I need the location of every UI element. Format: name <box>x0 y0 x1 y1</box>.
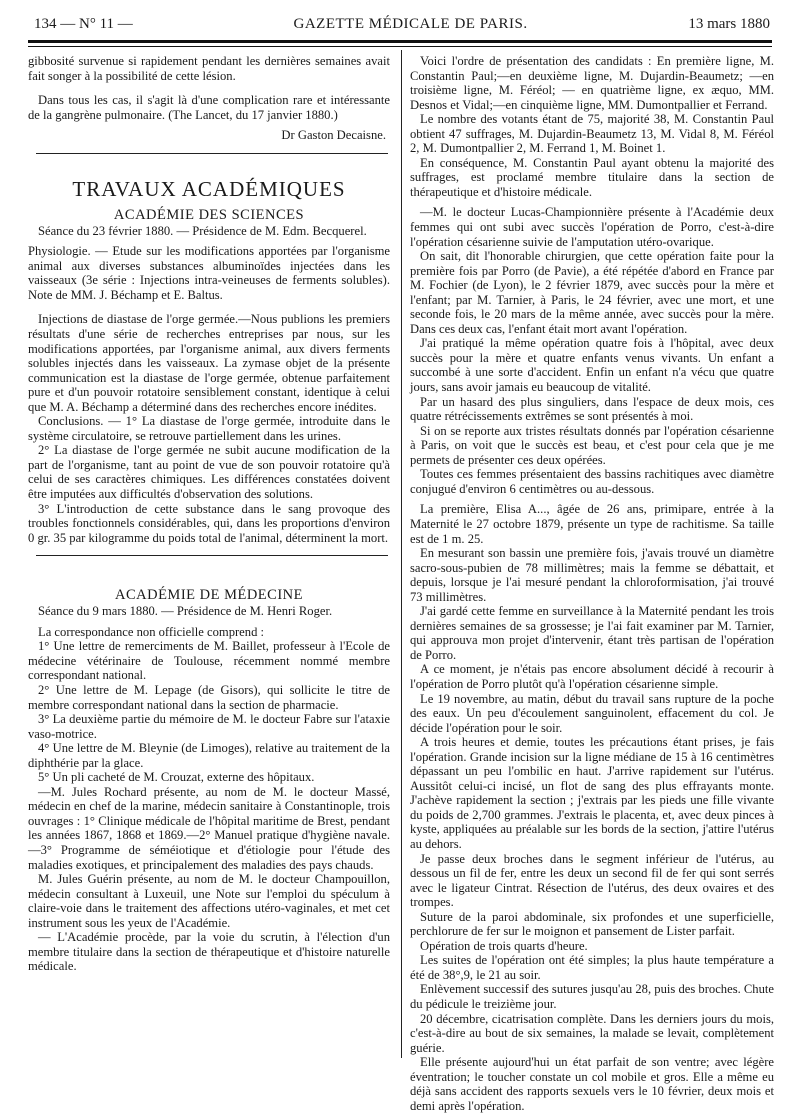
paragraph: J'ai pratiqué la même opération quatre fois à l'hôpital, avec deux succès pour la mère et quatre enfants venus vivants. Un enfant a succombé à une sorte d'accident. Enfin un enfant n'a vécu que quatre jours, sans avoir jamais eu beaucoup de vitalité. <box>410 336 774 395</box>
paragraph: 3° La deuxième partie du mémoire de M. le docteur Fabre sur l'ataxie vaso-motrice. <box>28 712 390 741</box>
paragraph: Voici l'ordre de présentation des candidats : En première ligne, M. Constantin Paul;—en deuxième ligne, M. Dujardin-Beaumetz; —en troisième ligne, M. Féréol; — en quatrième ligne, ex æquo, MM. Desnos et Vidal;—en cinquième ligne, MM. Dumontpallier et Ferrand. <box>410 54 774 112</box>
paragraph: 2° La diastase de l'orge germée ne subit aucune modification de la part de l'organisme, tant au point de vue de son pouvoir rotatoire qu'à celui de ses caractères chimiques. Les différences constatées doivent être imputées aux difficultés d'observation des solutions. <box>28 443 390 502</box>
paragraph: En conséquence, M. Constantin Paul ayant obtenu la majorité des suffrages, est proclamé membre titulaire dans la section de thérapeutique et d'histoire médicale. <box>410 155 774 199</box>
paragraph: Si on se reporte aux tristes résultats donnés par l'opération césarienne à Paris, on voit que le succès est beau, et c'est pour cela que je me permets de présenter ces deux opérées. <box>410 423 774 467</box>
paragraph: —M. Jules Rochard présente, au nom de M. le docteur Massé, médecin en chef de la marine, médecin sanitaire à Constantinople, trois ouvrages : 1° Clinique médicale de l'hôpital maritime de Brest, pendant les années 1867, 1868 et 1869.—2° Manuel pratique d'hygiène navale.—3° Programme de séméiotique et d'étiologie pour l'étude des maladies exotiques, et principalement des maladies des pays chauds. <box>28 784 390 872</box>
paragraph: 5° Un pli cacheté de M. Crouzat, externe des hôpitaux. <box>38 770 315 785</box>
sciences-seance: Séance du 23 février 1880. — Présidence de M. Edm. Becquerel. <box>38 223 367 238</box>
section-divider <box>36 555 388 556</box>
paragraph: Enlèvement successif des sutures jusqu'au 28, puis des broches. Chute du pédicule le treizième jour. <box>410 982 774 1011</box>
paragraph: On sait, dit l'honorable chirurgien, que cette opération faite pour la première fois par Porro (de Pavie), a été répétée d'abord en France par M. Fochier (de Lyon), le 2 février 1879, avec succès pour la mère et l'enfant; par M. Tarnier, à Paris, le 24 février, avec une mort, et une seconde fois, le 20 mars de la même année, avec succès pour la mère. Dans ces deux cas, l'enfant était mort avant l'opération. <box>410 249 774 336</box>
issue-date: 13 mars 1880 <box>688 15 770 32</box>
paragraph: Toutes ces femmes présentaient des bassins rachitiques avec diamètre conjugué d'environ 6 centimètres ou au-dessous. <box>410 467 774 496</box>
paragraph: A trois heures et demie, toutes les précautions étant prises, je fais l'opération. Grande incision sur la ligne médiane de 15 à 16 centimètres dépassant un peu l'ombilic en haut. J'arrive rapidement sur l'utérus. Aussitôt celui-ci incisé, un flot de sang des plus effrayants monte. J'achève rapidement la section ; j'extrais par les pieds une fille vivante du poids de 2,700 grammes. J'extrais le placenta, et, avec deux pinces à kyste, appliquées au préalable sur les bords de la section, j'attire l'utérus au dehors. <box>410 735 774 851</box>
paragraph: Je passe deux broches dans le segment inférieur de l'utérus, au dessous un fil de fer, entre les deux un second fil de fer qui sont serrés avec le ligateur Cintrat. Résection de l'utérus, des deux ovaires et des trompes. <box>410 851 774 910</box>
paragraph: Les suites de l'opération ont été simples; la plus haute température a été de 38°,9, le 21 au soir. <box>410 953 774 982</box>
paragraph: Suture de la paroi abdominale, six profondes et une superficielle, perchlorure de fer sur le moignon et pansement de Lister parfait. <box>410 909 774 939</box>
page-header <box>34 14 770 34</box>
paragraph: M. Jules Guérin présente, au nom de M. le docteur Champouillon, médecin consultant à Luxeuil, une Note sur l'emploi du spéculum à claire-voie dans le traitement des affections utéro-vaginales, et met cet instrument sous les yeux de l'Académie. <box>28 872 390 930</box>
paragraph: Dans tous les cas, il s'agit là d'une complication rare et intéressante de la gangrène pulmonaire. (The Lancet, du 17 janvier 1880.) <box>28 93 390 122</box>
paragraph: 3° L'introduction de cette substance dans le sang provoque des troubles fonctionnels considérables, qui, dans les proportions d'environ 0 gr. 35 par kilogramme du poids total de l'animal, déterminent la mort. <box>28 501 390 545</box>
signature: Dr Gaston Decaisne. <box>281 128 386 143</box>
paragraph: La correspondance non officielle comprend : <box>38 624 265 639</box>
paragraph: Le nombre des votants étant de 75, majorité 38, M. Constantin Paul obtient 47 suffrages, M. Dujardin-Beaumetz 13, M. Vidal 8, M. Féréol 2, M. Dumontpallier 2, M. Ferrand 1, M. Boinet 1. <box>410 112 774 156</box>
paragraph: — L'Académie procède, par la voie du scrutin, à l'élection d'un membre titulaire dans la section de thérapeutique et d'histoire naturelle médicale. <box>28 930 390 974</box>
paragraph: En mesurant son bassin une première fois, j'avais trouvé un diamètre sacro-sous-pubien de 78 millimètres; mais la femme se débattait, et depuis, lorsque je l'ai mesuré pendant la chloroformisation, j'ai trouvé 73 millimètres. <box>410 546 774 604</box>
paragraph: Par un hasard des plus singuliers, dans l'espace de deux mois, ces quatre rétrécissements extrêmes se sont présentés à moi. <box>410 394 774 424</box>
journal-title: GAZETTE MÉDICALE DE PARIS. <box>293 15 528 32</box>
section-divider <box>36 153 388 154</box>
paragraph: J'ai gardé cette femme en surveillance à la Maternité pendant les trois dernières semaines de sa grossesse; je l'ai fait examiner par M. Tarnier, qui approuva mon projet d'intervenir, étant très partisan de l'opération de Porro. <box>410 604 774 662</box>
medecine-seance: Séance du 9 mars 1880. — Présidence de M. Henri Roger. <box>38 604 333 619</box>
paragraph: 2° Une lettre de M. Lepage (de Gisors), qui sollicite le titre de membre correspondant national dans la section de pharmacie. <box>28 682 390 712</box>
paragraph: Le 19 novembre, au matin, début du travail sans rupture de la poche des eaux. Un peu d'écoulement sanguinolent, effacement du col. Je décide l'opération pour le soir. <box>410 691 774 735</box>
physiologie-heading: Physiologie. — Etude sur les modifications apportées par l'organisme animal aux diverses substances albuminoïdes injectées dans les vaisseaux (3e série : Injections intra-veineuses de ferments solubles). Note de MM. J. Béchamp et E. Baltus. <box>28 244 390 302</box>
header-rule-thick <box>28 40 772 43</box>
paragraph: La première, Elisa A..., âgée de 26 ans, primipare, entrée à la Maternité le 27 octobre 1879, présente un type de rachitisme. Sa taille est de 1 m. 25. <box>410 502 774 546</box>
paragraph: 4° Une lettre de M. Bleynie (de Limoges), relative au traitement de la diphthérie par la glace. <box>28 741 390 770</box>
sciences-heading: ACADÉMIE DES SCIENCES <box>113 206 305 223</box>
right-column <box>410 54 774 1113</box>
paragraph: 1° Une lettre de remerciments de M. Baillet, professeur à l'Ecole de médecine vétérinaire de Toulouse, récemment nommé membre correspondant national. <box>28 639 390 683</box>
page-number: 134 — N° 11 — <box>34 15 133 32</box>
left-column <box>28 54 390 974</box>
paragraph: gibbosité survenue si rapidement pendant les dernières semaines avait fait songer à la possibilité de cette lésion. <box>28 54 390 83</box>
section-title: TRAVAUX ACADÉMIQUES <box>72 176 346 201</box>
paragraph: A ce moment, je n'étais pas encore absolument décidé à recourir à l'opération de Porro plutôt qu'à l'opération césarienne simple. <box>410 662 774 691</box>
medecine-heading: ACADÉMIE DE MÉDECINE <box>114 587 303 604</box>
paragraph: —M. le docteur Lucas-Championnière présente à l'Académie deux femmes qui ont subi avec succès l'opération de Porro, c'est-à-dire l'opération césarienne suivie de l'amputation utéro-ovarique. <box>410 205 774 249</box>
paragraph: Injections de diastase de l'orge germée.—Nous publions les premiers résultats d'une série de recherches entreprises par nous, sur les modifications apportées, par l'organisme animal, aux divers ferments solubles injectés dans les vaisseaux. La zymase objet de la présente communication est la diastase de l'orge germée, obtenue parfaitement pure et d'un pouvoir rotatoire sensiblement constant, identique à celui que M. A. Béchamp a déterminé dans des recherches encore inédites. <box>28 312 390 414</box>
paragraph: Opération de trois quarts d'heure. <box>420 938 588 953</box>
paragraph: 20 décembre, cicatrisation complète. Dans les derniers jours du mois, c'est-à-dire au bout de six semaines, la malade se levait, complètement guérie. <box>410 1011 774 1055</box>
paragraph: Conclusions. — 1° La diastase de l'orge germée, introduite dans le système circulatoire, se retrouve partiellement dans les urines. <box>28 414 390 443</box>
paragraph: Elle présente aujourd'hui un état parfait de son ventre; avec légère éventration; le toucher constate un col mobile et gros. Elle a même eu déjà sans accident des rapports sexuels vers le 10 février, deux mois et demi après l'opération. <box>410 1055 774 1113</box>
column-divider <box>401 50 402 1058</box>
header-rule-thin <box>28 46 772 47</box>
